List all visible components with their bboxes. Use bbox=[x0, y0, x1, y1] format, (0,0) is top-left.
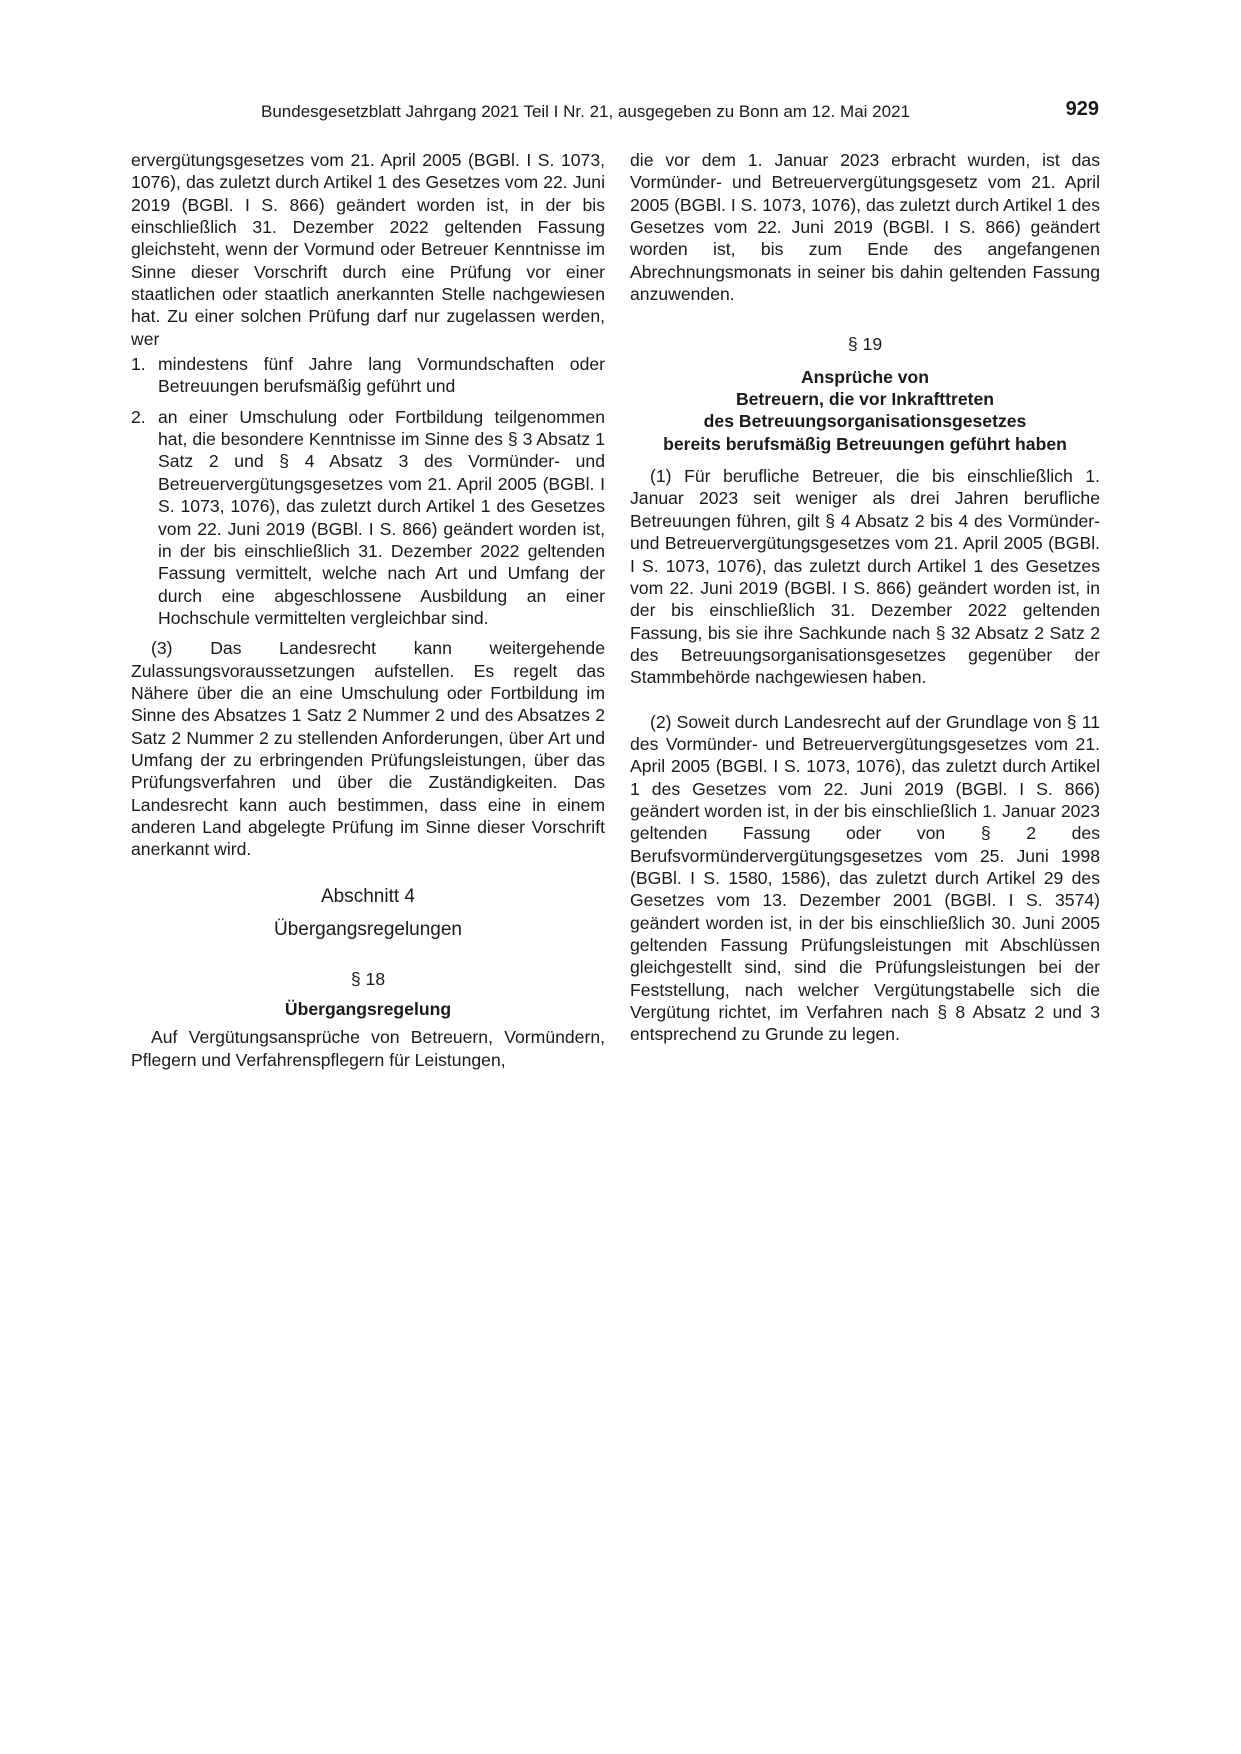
list-item bbox=[131, 406, 605, 629]
gazette-title: Bundesgesetzblatt Jahrgang 2021 Teil I Nr. 21, ausgegeben zu Bonn am 12. Mai 2021 bbox=[261, 102, 910, 121]
paragraph-abs3: (3) Das Landesrecht kann weitergehende Zulassungsvoraussetzungen aufstellen. Es regelt das Nähere über die an eine Umschulung oder Fortbildung im Sinne des Absatzes 1 Satz 2 Nummer 2 und des Absatzes 2 Satz 2 Nummer 2 zu stellenden Anforderungen, über Art und Umfang der zu erbringenden Prüfungsleistungen, über das Prüfungsverfahren und über die Zuständigkeiten. Das Landesrecht kann auch bestimmen, dass eine in einem anderen Land abgelegte Prüfung im Sinne dieser Vorschrift anerkannt wird. bbox=[131, 638, 605, 860]
list-item-text: mindestens fünf Jahre lang Vormundschaften oder Betreuungen berufsmäßig geführt und bbox=[158, 354, 605, 397]
list-item-number: 1. bbox=[131, 354, 146, 375]
paragraph-18-continuation: die vor dem 1. Januar 2023 erbracht wurden, ist das Vormünder- und Betreuervergütungsgesetz vom 21. April 2005 (BGBl. I S. 1073, 1076), das zuletzt durch Artikel 1 des Gesetzes vom 22. Juni 2019 (BGBl. I S. 866) geändert worden ist, bis zum Ende des angefangenen Abrechnungsmonats in seiner bis dahin geltenden Fassung anzuwenden. bbox=[630, 150, 1100, 305]
paragraph-title-19 bbox=[630, 366, 1100, 455]
right-column bbox=[630, 149, 1100, 1046]
paragraph-19-abs1: (1) Für berufliche Betreuer, die bis einschließlich 1. Januar 2023 seit weniger als drei Jahren berufliche Betreuungen führen, gilt § 4 Absatz 2 bis 4 des Vormünder- und Betreuervergütungsgesetzes vom 21. April 2005 (BGBl. I S. 1073, 1076), das zuletzt durch Artikel 1 des Gesetzes vom 22. Juni 2019 (BGBl. I S. 866) geändert worden ist, in der bis einschließlich 31. Dezember 2022 geltenden Fassung, bis sie ihre Sachkunde nach § 32 Absatz 2 Satz 2 des Betreuungsorganisationsgesetzes gegenüber der Stammbehörde nachgewiesen haben. bbox=[630, 466, 1100, 688]
list-item bbox=[131, 353, 605, 398]
requirement-list bbox=[131, 353, 605, 629]
section-subheading: Übergangsregelungen bbox=[273, 918, 463, 940]
title-line: des Betreuungsorganisationsgesetzes bbox=[703, 411, 1027, 432]
paragraph-19-abs2: (2) Soweit durch Landesrecht auf der Grundlage von § 11 des Vormünder- und Betreuervergütungsgesetzes vom 21. April 2005 (BGBl. I S. 1073, 1076), das zuletzt durch Artikel 1 des Gesetzes vom 22. Juni 2019 (BGBl. I S. 866) geändert worden ist, in der bis einschließlich 1. Januar 2023 geltenden Fassung oder von § 2 des Berufsvormündervergütungsgesetzes vom 25. Juni 1998 (BGBl. I S. 1580, 1586), das zuletzt durch Artikel 29 des Gesetzes vom 13. Dezember 2001 (BGBl. I S. 3574) geändert worden ist, in der bis einschließlich 30. Juni 2005 geltenden Fassung Prüfungsleistungen mit Abschlüssen gleichgestellt sind, sind die Prüfungsleistungen bei der Feststellung, nach welcher Vergütungstabelle sich die Vergütung richtet, im Verfahren nach § 8 Absatz 2 und 3 entsprechend zu Grunde zu legen. bbox=[630, 711, 1100, 1045]
section-heading: Abschnitt 4 bbox=[321, 885, 415, 907]
page-number: 929 bbox=[1065, 98, 1099, 120]
page-header bbox=[131, 98, 1099, 128]
paragraph-number-18: § 18 bbox=[350, 968, 386, 989]
paragraph-18-text: Auf Vergütungsansprüche von Betreuern, Vormündern, Pflegern und Verfahrenspflegern für Leistungen, bbox=[131, 1027, 605, 1070]
paragraph-number-19: § 19 bbox=[847, 334, 883, 355]
list-item-number: 2. bbox=[131, 406, 146, 427]
left-column bbox=[131, 149, 605, 1071]
title-line: bereits berufsmäßig Betreuungen geführt haben bbox=[663, 433, 1067, 454]
title-line: Betreuern, die vor Inkrafttreten bbox=[735, 389, 995, 410]
list-item-text: an einer Umschulung oder Fortbildung teilgenommen hat, die besondere Kenntnisse im Sinne des § 3 Absatz 1 Satz 2 und § 4 Absatz 3 des Vormünder- und Betreuervergütungsgesetzes vom 21. April 2005 (BGBl. I S. 1073, 1076), das zuletzt durch Artikel 1 des Gesetzes vom 22. Juni 2019 (BGBl. I S. 866) geändert worden ist, in der bis einschließlich 31. Dezember 2022 geltenden Fassung vermittelt, welche nach Art und Umfang der durch eine abgeschlossene Ausbildung an einer Hochschule vermittelten vergleichbar sind. bbox=[158, 406, 605, 628]
paragraph-title-18: Übergangsregelung bbox=[284, 999, 452, 1019]
paragraph-continuation: ervergütungsgesetzes vom 21. April 2005 (BGBl. I S. 1073, 1076), das zuletzt durch Artikel 1 des Gesetzes vom 22. Juni 2019 (BGBl. I S. 866) geändert worden ist, in der bis einschließlich 31. Dezember 2022 geltenden Fassung gleichsteht, wenn der Vormund oder Betreuer Kenntnisse im Sinne dieser Vorschrift durch eine Prüfung vor einer staatlichen oder staatlich anerkannten Stelle nachgewiesen hat. Zu einer solchen Prüfung darf nur zugelassen werden, wer bbox=[131, 150, 605, 349]
title-line: Ansprüche von bbox=[800, 366, 930, 387]
